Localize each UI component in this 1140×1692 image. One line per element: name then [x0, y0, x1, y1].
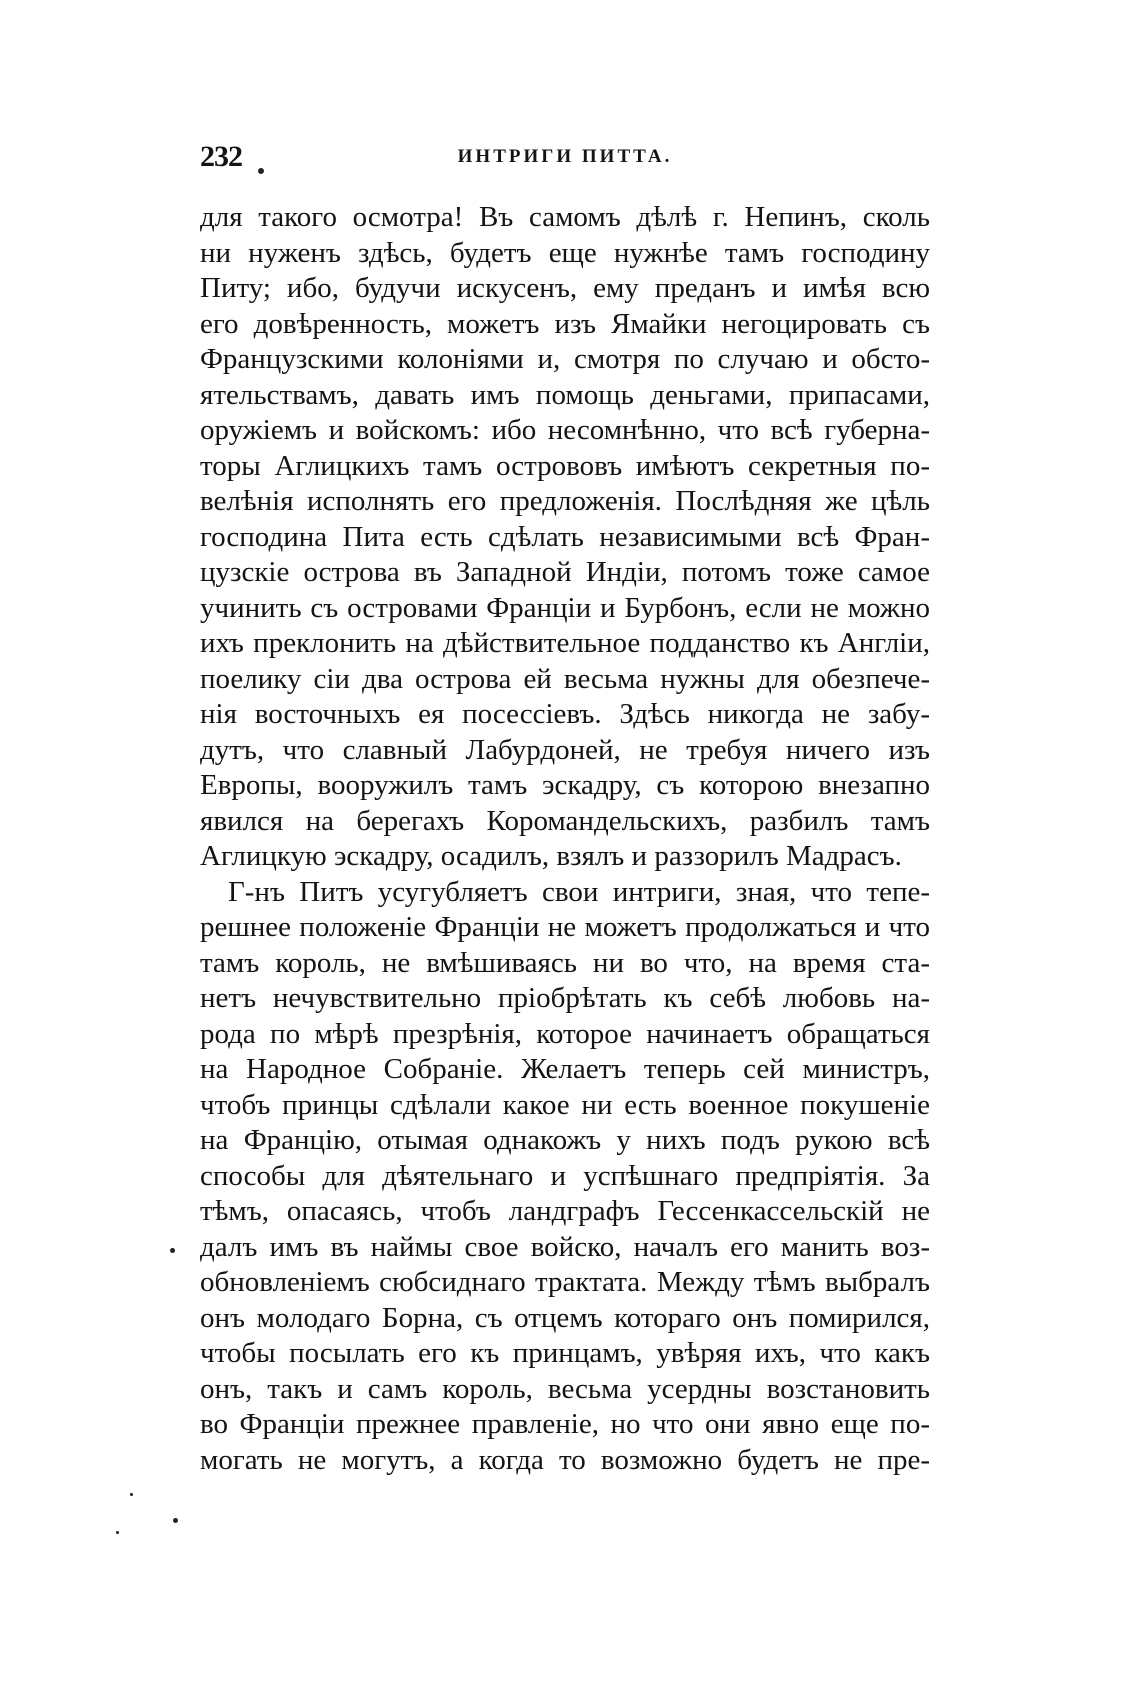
text-line: тамъ король, не вмѣшиваясь ни во что, на время ста-: [200, 946, 930, 979]
text-line: рода по мѣрѣ презрѣнія, которое начинаетъ обращаться: [200, 1017, 930, 1050]
text-line: во Франціи прежнее правленіе, но что они явно еще по-: [200, 1408, 930, 1440]
text-line: ихъ преклонить на дѣйствительное подданство къ Англіи,: [200, 627, 930, 659]
scan-speck: [116, 1531, 119, 1534]
text-line: дутъ, что славный Лабурдоней, не требуя ничего изъ: [200, 733, 930, 766]
text-line: решнее положеніе Франціи не можетъ продолжаться и что: [200, 911, 930, 943]
text-line: Г-нъ Питъ усугубляетъ свои интриги, зная, что тепе-: [228, 875, 930, 908]
text-line: Европы, вооружилъ тамъ эскадру, съ которою внезапно: [200, 769, 930, 801]
text-line: чтобы посылать его къ принцамъ, увѣряя ихъ, что какъ: [200, 1337, 930, 1369]
body-text: [200, 200, 930, 1478]
running-head: [200, 140, 930, 180]
text-line: господина Пита есть сдѣлать независимыми всѣ Фран-: [200, 520, 930, 553]
text-line: тѣмъ, опасаясь, чтобъ ландграфъ Гессенкассельскій не: [200, 1195, 930, 1227]
text-line: Аглицкую эскадру, осадилъ, взялъ и раззорилъ Мадрасъ.: [200, 840, 902, 872]
page-number: 232: [200, 140, 242, 173]
text-line: ятельствамъ, давать имъ помощь деньгами, припасами,: [200, 378, 930, 411]
scan-speck: [173, 1518, 178, 1523]
text-line: торы Аглицкихъ тамъ острововъ имѣютъ секретныя по-: [200, 449, 930, 482]
text-line: его довѣренность, можетъ изъ Ямайки негоцировать съ: [200, 307, 930, 340]
text-line: оружіемъ и войскомъ: ибо несомнѣнно, что всѣ губерна-: [200, 414, 930, 446]
scan-speck: [130, 1493, 133, 1496]
text-line: учинить съ островами Франціи и Бурбонъ, если не можно: [200, 591, 930, 624]
text-line: цузскіе острова въ Западной Индіи, потомъ тоже самое: [200, 556, 930, 588]
running-title: ИНТРИГИ ПИТТА.: [457, 146, 673, 167]
text-line: ни нуженъ здѣсь, будетъ еще нужнѣе тамъ господину: [200, 236, 930, 269]
text-line: явился на берегахъ Коромандельскихъ, разбилъ тамъ: [200, 804, 930, 837]
text-line: велѣнія исполнять его предложенія. Послѣдняя же цѣль: [200, 485, 930, 517]
text-line: способы для дѣятельнаго и успѣшнаго предпріятія. За: [200, 1159, 930, 1192]
text-line: онъ молодаго Борна, съ отцемъ котораго онъ помирился,: [200, 1301, 930, 1334]
text-line: Питу; ибо, будучи искусенъ, ему преданъ и имѣя всю: [200, 272, 930, 304]
scan-speck: [170, 1248, 175, 1253]
scan-speck: [258, 168, 264, 174]
text-line: на Францію, отымая однакожъ у нихъ подъ рукою всѣ: [200, 1124, 930, 1156]
text-line: Французскими колоніями и, смотря по случаю и обсто-: [200, 343, 930, 375]
text-line: могать не могутъ, а когда то возможно будетъ не пре-: [200, 1443, 930, 1476]
text-line: нетъ нечувствительно пріобрѣтать къ себѣ любовь на-: [200, 982, 930, 1014]
text-line: обновленіемъ сюбсиднаго трактата. Между тѣмъ выбралъ: [200, 1266, 930, 1298]
text-line: на Народное Собраніе. Желаетъ теперь сей министръ,: [200, 1053, 930, 1085]
text-line: далъ имъ въ наймы свое войско, началъ его манить воз-: [200, 1230, 930, 1263]
text-line: онъ, такъ и самъ король, весьма усердны возстановить: [200, 1372, 930, 1405]
text-line: чтобъ принцы сдѣлали какое ни есть военное покушеніе: [200, 1088, 930, 1121]
text-line: поелику сіи два острова ей весьма нужны для обезпече-: [200, 662, 930, 695]
text-line: нія восточныхъ ея посессіевъ. Здѣсь никогда не забу-: [200, 698, 930, 730]
text-line: для такого осмотра! Въ самомъ дѣлѣ г. Непинъ, сколь: [200, 201, 930, 233]
